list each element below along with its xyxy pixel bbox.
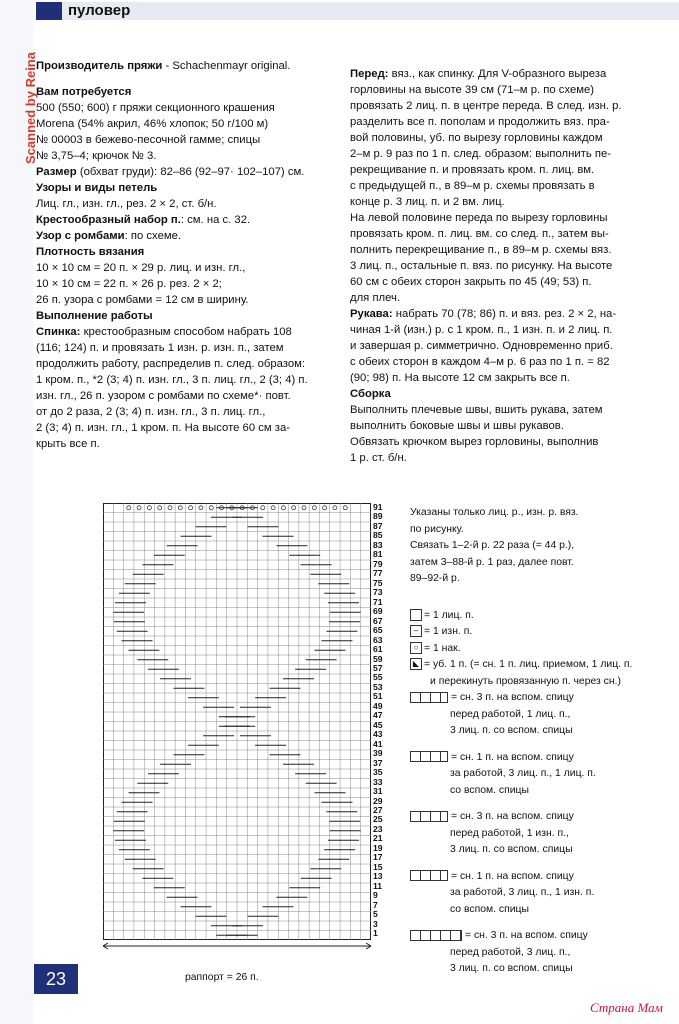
purl-symbol-icon: – bbox=[410, 625, 422, 637]
chart-row-number: 73 bbox=[373, 587, 383, 598]
spacer bbox=[410, 588, 678, 608]
legend-line bbox=[410, 869, 678, 886]
legend-line bbox=[410, 885, 678, 902]
legend-text: 3 лиц. п. со вспом. спицы bbox=[450, 844, 573, 855]
line-text: продолжить работу, распределив п. след. образом: bbox=[36, 358, 306, 370]
text-line bbox=[36, 340, 336, 356]
legend-line bbox=[410, 842, 678, 859]
line-text: вой половины, уб. по вырезу горловины каждом bbox=[350, 132, 603, 144]
text-line bbox=[350, 146, 675, 162]
chart-row-number: 27 bbox=[373, 805, 383, 815]
text-line bbox=[36, 100, 336, 116]
text-line bbox=[350, 434, 675, 450]
line-text: чиная 1-й (изн.) р. с 1 кром. п., 1 изн. п. и 2 лиц. п. bbox=[350, 324, 613, 336]
chart-row-number: 51 bbox=[373, 691, 383, 702]
text-line bbox=[36, 260, 336, 276]
text-line bbox=[36, 324, 336, 340]
text-line bbox=[350, 290, 675, 306]
chart-row-number: 69 bbox=[373, 606, 383, 617]
line-text: Выполнить плечевые швы, вшить рукава, затем bbox=[350, 404, 603, 416]
text-line bbox=[36, 276, 336, 292]
legend-line bbox=[410, 690, 678, 707]
bold-term: Рукава: bbox=[350, 308, 393, 320]
legend-line bbox=[410, 809, 678, 826]
line-text: № 00003 в бежево-песочной гамме; спицы bbox=[36, 134, 261, 146]
text-line bbox=[350, 386, 675, 402]
text-line bbox=[350, 306, 675, 322]
line-text: Morena (54% акрил, 46% хлопок; 50 г/100 м) bbox=[36, 118, 269, 130]
line-text: крестообразным способом набрать 108 bbox=[80, 326, 292, 338]
legend-line bbox=[410, 902, 678, 919]
chart-row-number: 47 bbox=[373, 710, 383, 721]
text-line bbox=[36, 388, 336, 404]
text-line bbox=[36, 148, 336, 164]
bold-term: Размер bbox=[36, 166, 77, 178]
text-line bbox=[36, 58, 336, 74]
chart-row-number: 37 bbox=[373, 757, 383, 768]
legend-line bbox=[410, 608, 678, 625]
legend-text: = уб. 1 п. (= сн. 1 п. лиц. приемом, 1 лиц. п. bbox=[424, 659, 633, 670]
text-line bbox=[350, 178, 675, 194]
legend-line bbox=[410, 723, 678, 740]
line-text: - Schachenmayr original. bbox=[162, 60, 291, 72]
chart-row-number: 55 bbox=[373, 672, 383, 683]
line-text: 1 кром. п., *2 (3; 4) п. изн. гл., 3 п. лиц. гл., 2 (3; 4) п. bbox=[36, 374, 308, 386]
text-line bbox=[36, 212, 336, 228]
chart-row-number: 35 bbox=[373, 767, 383, 778]
legend-intro-line: 89–92-й р. bbox=[410, 573, 460, 584]
line-text: 2 (3; 4) п. изн. гл., 1 кром. п. На высоте 60 см за- bbox=[36, 422, 291, 434]
bold-term: Вам потребуется bbox=[36, 86, 132, 98]
spacer bbox=[36, 74, 336, 84]
text-line bbox=[350, 274, 675, 290]
line-text: выполнить боковые швы и швы рукавов. bbox=[350, 420, 564, 432]
line-text: (обхват груди): 82–86 (92–97· 102–107) см. bbox=[76, 166, 305, 178]
cable-6-front-icon bbox=[410, 930, 462, 941]
legend-text: перед работой, 1 изн. п., bbox=[450, 827, 569, 839]
chart-row-number: 21 bbox=[373, 833, 383, 844]
legend-text: 3 лиц. п. со вспом. спицы bbox=[450, 725, 573, 736]
line-text: 10 × 10 см = 22 п. × 26 р. рез. 2 × 2; bbox=[36, 278, 222, 290]
text-line bbox=[36, 196, 336, 212]
legend-text: = сн. 3 п. на вспом. спицу bbox=[451, 692, 574, 703]
legend-text: = сн. 3 п. на вспом. спицу bbox=[465, 930, 588, 941]
line-text: провязать кром. п. лиц. вм. со след. п., затем вы- bbox=[350, 228, 609, 240]
line-text: разделить все п. пополам и продолжить вяз. пра- bbox=[350, 116, 610, 128]
chart-row-number: 33 bbox=[373, 776, 383, 787]
line-text: (116; 124) п. и провязать 1 изн. р. изн. п., затем bbox=[36, 342, 284, 354]
chart-row-number: 19 bbox=[373, 842, 383, 853]
chart-row-number: 5 bbox=[373, 909, 378, 920]
text-line bbox=[36, 372, 336, 388]
text-line bbox=[36, 292, 336, 308]
legend-item bbox=[410, 608, 678, 625]
line-text: : по схеме. bbox=[124, 230, 182, 242]
legend-line bbox=[410, 826, 678, 843]
text-line bbox=[36, 84, 336, 100]
chart-row-number: 41 bbox=[373, 738, 383, 749]
chart-row-number: 17 bbox=[373, 852, 383, 863]
chart-row-number: 83 bbox=[373, 539, 383, 550]
line-text: от до 2 раза, 2 (3; 4) п. изн. гл., 3 п. лиц. гл., bbox=[36, 406, 266, 418]
legend-line bbox=[410, 674, 678, 691]
legend-intro-line: Связать 1–2-й р. 22 раза (= 44 р.), bbox=[410, 540, 575, 551]
legend-line bbox=[410, 641, 678, 658]
line-text: с предыдущей п., в 89–м р. схемы провязать в bbox=[350, 180, 595, 192]
decrease-symbol-icon: ◣ bbox=[410, 658, 422, 670]
bold-term: Крестообразный набор п. bbox=[36, 214, 181, 226]
bold-term: Перед: bbox=[350, 68, 389, 80]
text-line bbox=[350, 450, 675, 466]
text-line bbox=[36, 308, 336, 324]
line-text: конце р. 3 лиц. п. и 2 вм. лиц. bbox=[350, 196, 505, 208]
chart-row-number: 25 bbox=[373, 814, 383, 825]
text-line bbox=[350, 322, 675, 338]
text-line bbox=[36, 132, 336, 148]
line-text: рекрещивание п. и провязать кром. п. лиц. вм. bbox=[350, 164, 595, 176]
chart-row-number: 7 bbox=[373, 899, 378, 910]
line-text: полнить перекрещивание п., в 89–м р. схемы вяз. bbox=[350, 244, 612, 256]
bold-term: Плотность вязания bbox=[36, 246, 145, 258]
chart-row-number: 63 bbox=[373, 634, 383, 645]
cable-4-back-icon bbox=[410, 751, 448, 762]
legend-text: и перекинуть провязанную п. через сн.) bbox=[430, 675, 621, 687]
chart-row-number: 65 bbox=[373, 625, 383, 636]
line-text: с обеих сторон в каждом 4–м р. 6 раз по 1 п. = 82 bbox=[350, 356, 610, 368]
right-column-text bbox=[350, 66, 675, 466]
text-line bbox=[350, 98, 675, 114]
chart-row-number: 15 bbox=[373, 861, 383, 872]
line-text: горловины на высоте 39 см (71–м р. по схеме) bbox=[350, 84, 595, 96]
legend-item bbox=[410, 690, 678, 740]
legend-text: перед работой, 1 лиц. п., bbox=[450, 708, 571, 720]
legend-line bbox=[410, 961, 678, 978]
line-text: 3 лиц. п., остальные п. вяз. по рисунку. На высоте bbox=[350, 260, 613, 272]
chart-row-number: 13 bbox=[373, 871, 383, 882]
text-line bbox=[350, 226, 675, 242]
line-text: (90; 98) п. На высоте 12 см закрыть все п. bbox=[350, 372, 570, 384]
text-line bbox=[350, 114, 675, 130]
chart-row-number: 89 bbox=[373, 511, 383, 522]
bold-term: Узоры и виды петель bbox=[36, 182, 158, 194]
legend-text: со вспом. спицы bbox=[450, 903, 529, 915]
chart-row-number: 77 bbox=[373, 568, 383, 579]
line-text: 26 п. узора с ромбами = 12 см в ширину. bbox=[36, 294, 249, 306]
legend-line bbox=[410, 750, 678, 767]
legend-text: = сн. 1 п. на вспом. спицу bbox=[451, 751, 574, 763]
text-line bbox=[350, 210, 675, 226]
line-text: набрать 70 (78; 86) п. и вяз. рез. 2 × 2, на- bbox=[392, 308, 617, 320]
text-line bbox=[36, 244, 336, 260]
chart-row-number: 31 bbox=[373, 786, 383, 797]
legend-item bbox=[410, 657, 678, 690]
page-title: пуловер bbox=[68, 2, 131, 19]
legend-item bbox=[410, 928, 678, 978]
chart-row-numbers bbox=[373, 503, 383, 939]
line-text: изн. гл., 26 п. узором с ромбами по схеме*· повт. bbox=[36, 390, 291, 402]
header-marker bbox=[36, 2, 62, 20]
text-line bbox=[350, 402, 675, 418]
chart-row-number: 11 bbox=[373, 880, 383, 891]
chart-row-number: 39 bbox=[373, 748, 383, 759]
text-line bbox=[36, 164, 336, 180]
chart-repeat-label: раппорт = 26 п. bbox=[185, 972, 259, 983]
chart-row-number: 3 bbox=[373, 918, 378, 929]
text-line bbox=[350, 130, 675, 146]
line-text: 1 р. ст. б/н. bbox=[350, 452, 407, 464]
legend-item bbox=[410, 809, 678, 859]
chart-row-number: 71 bbox=[373, 596, 383, 607]
text-line bbox=[36, 420, 336, 436]
line-text: : см. на с. 32. bbox=[180, 214, 251, 226]
legend-text: = 1 изн. п. bbox=[424, 626, 473, 637]
chart-legend bbox=[410, 505, 678, 988]
chart-row-number: 1 bbox=[373, 928, 378, 939]
line-text: вяз., как спинку. Для V-образного выреза bbox=[388, 68, 607, 80]
site-watermark: Страна Мам bbox=[590, 1000, 663, 1015]
chart-row-number: 79 bbox=[373, 558, 383, 569]
legend-line bbox=[410, 945, 678, 962]
line-text: и завершая р. симметрично. Одновременно приб. bbox=[350, 340, 613, 352]
text-line bbox=[36, 116, 336, 132]
text-line bbox=[36, 228, 336, 244]
chart-row-number: 59 bbox=[373, 653, 383, 664]
chart-row-number: 45 bbox=[373, 719, 383, 730]
text-line bbox=[36, 356, 336, 372]
text-line bbox=[350, 258, 675, 274]
bold-term: Узор с ромбами bbox=[36, 230, 125, 242]
line-text: 2–м р. 9 раз по 1 п. след. образом: выполнить пе- bbox=[350, 148, 612, 160]
chart-row-number: 75 bbox=[373, 577, 383, 588]
chart-row-number: 61 bbox=[373, 644, 383, 655]
header-bar bbox=[0, 0, 679, 22]
legend-text: 3 лиц. п. со вспом. спицы bbox=[450, 963, 573, 974]
chart-row-number: 53 bbox=[373, 681, 383, 692]
line-text: Лиц. гл., изн. гл., рез. 2 × 2, ст. б/н. bbox=[36, 198, 217, 210]
legend-line bbox=[410, 766, 678, 783]
bold-term: Выполнение работы bbox=[36, 310, 153, 322]
legend-item bbox=[410, 624, 678, 641]
chart-row-number: 87 bbox=[373, 520, 383, 531]
line-text: 10 × 10 см = 20 п. × 29 р. лиц. и изн. гл., bbox=[36, 262, 246, 274]
bold-term: Сборка bbox=[350, 388, 391, 400]
text-line bbox=[350, 82, 675, 98]
legend-item bbox=[410, 750, 678, 800]
scanned-by-stamp: Scanned by Reina bbox=[23, 52, 38, 164]
text-line bbox=[36, 404, 336, 420]
knitting-chart bbox=[103, 503, 371, 963]
cable-4-front-icon bbox=[410, 692, 448, 703]
yarn-over-symbol-icon: ○ bbox=[410, 642, 422, 654]
legend-text: за работой, 3 лиц. п., 1 изн. п. bbox=[450, 887, 595, 898]
line-text: № 3,75–4; крючок № 3. bbox=[36, 150, 157, 162]
legend-line bbox=[410, 783, 678, 800]
legend-text: = 1 лиц. п. bbox=[424, 609, 474, 621]
header-band bbox=[36, 2, 679, 20]
cable-4-front-purl-icon bbox=[410, 811, 448, 822]
left-column-text bbox=[36, 58, 336, 452]
legend-line bbox=[410, 707, 678, 724]
chart-row-number: 67 bbox=[373, 615, 383, 626]
line-text: крыть все п. bbox=[36, 438, 100, 450]
text-line bbox=[350, 338, 675, 354]
knit-symbol-icon bbox=[410, 609, 422, 621]
legend-intro-line: затем 3–88-й р. 1 раз, далее повт. bbox=[410, 556, 574, 568]
line-text: 500 (550; 600) г пряжи секционного крашения bbox=[36, 102, 275, 114]
legend-intro-line: по рисунку. bbox=[410, 523, 464, 535]
legend-intro-line: Указаны только лиц. р., изн. р. вяз. bbox=[410, 507, 579, 518]
line-text: Обвязать крючком вырез горловины, выполнив bbox=[350, 436, 599, 448]
legend-text: = 1 нак. bbox=[424, 642, 461, 654]
bold-term: Производитель пряжи bbox=[36, 60, 163, 72]
text-line bbox=[36, 436, 336, 452]
legend-text: = сн. 3 п. на вспом. спицу bbox=[451, 811, 574, 822]
chart-row-number: 9 bbox=[373, 890, 378, 901]
chart-row-number: 81 bbox=[373, 549, 383, 560]
legend-line bbox=[410, 657, 678, 674]
chart-row-number: 29 bbox=[373, 795, 383, 806]
legend-text: перед работой, 3 лиц. п., bbox=[450, 946, 571, 958]
chart-row-number: 23 bbox=[373, 823, 383, 834]
bold-term: Спинка: bbox=[36, 326, 81, 338]
line-text: провязать 2 лиц. п. в центре переда. В след. изн. р. bbox=[350, 100, 622, 112]
legend-item bbox=[410, 869, 678, 919]
text-line bbox=[36, 180, 336, 196]
text-line bbox=[350, 418, 675, 434]
cable-4-back-purl-icon bbox=[410, 870, 448, 881]
legend-item bbox=[410, 641, 678, 658]
legend-line bbox=[410, 624, 678, 641]
line-text: 60 см с обеих сторон закрыть по 45 (49; 53) п. bbox=[350, 276, 592, 288]
chart-row-number: 43 bbox=[373, 729, 383, 740]
legend-text: = сн. 1 п. на вспом. спицу bbox=[451, 870, 574, 882]
chart-row-number: 85 bbox=[373, 530, 383, 541]
chart-row-number: 49 bbox=[373, 700, 383, 711]
line-text: На левой половине переда по вырезу горловины bbox=[350, 212, 608, 224]
legend-text: со вспом. спицы bbox=[450, 784, 529, 796]
line-text: для плеч. bbox=[350, 292, 401, 304]
chart-row-number: 91 bbox=[373, 502, 383, 512]
page-number: 23 bbox=[34, 964, 78, 994]
text-line bbox=[350, 194, 675, 210]
chart-row-number: 57 bbox=[373, 662, 383, 673]
legend-line bbox=[410, 928, 678, 945]
text-line bbox=[350, 354, 675, 370]
text-line bbox=[350, 242, 675, 258]
text-line bbox=[350, 162, 675, 178]
text-line bbox=[350, 370, 675, 386]
legend-text: за работой, 3 лиц. п., 1 лиц. п. bbox=[450, 768, 596, 779]
text-line bbox=[350, 66, 675, 82]
